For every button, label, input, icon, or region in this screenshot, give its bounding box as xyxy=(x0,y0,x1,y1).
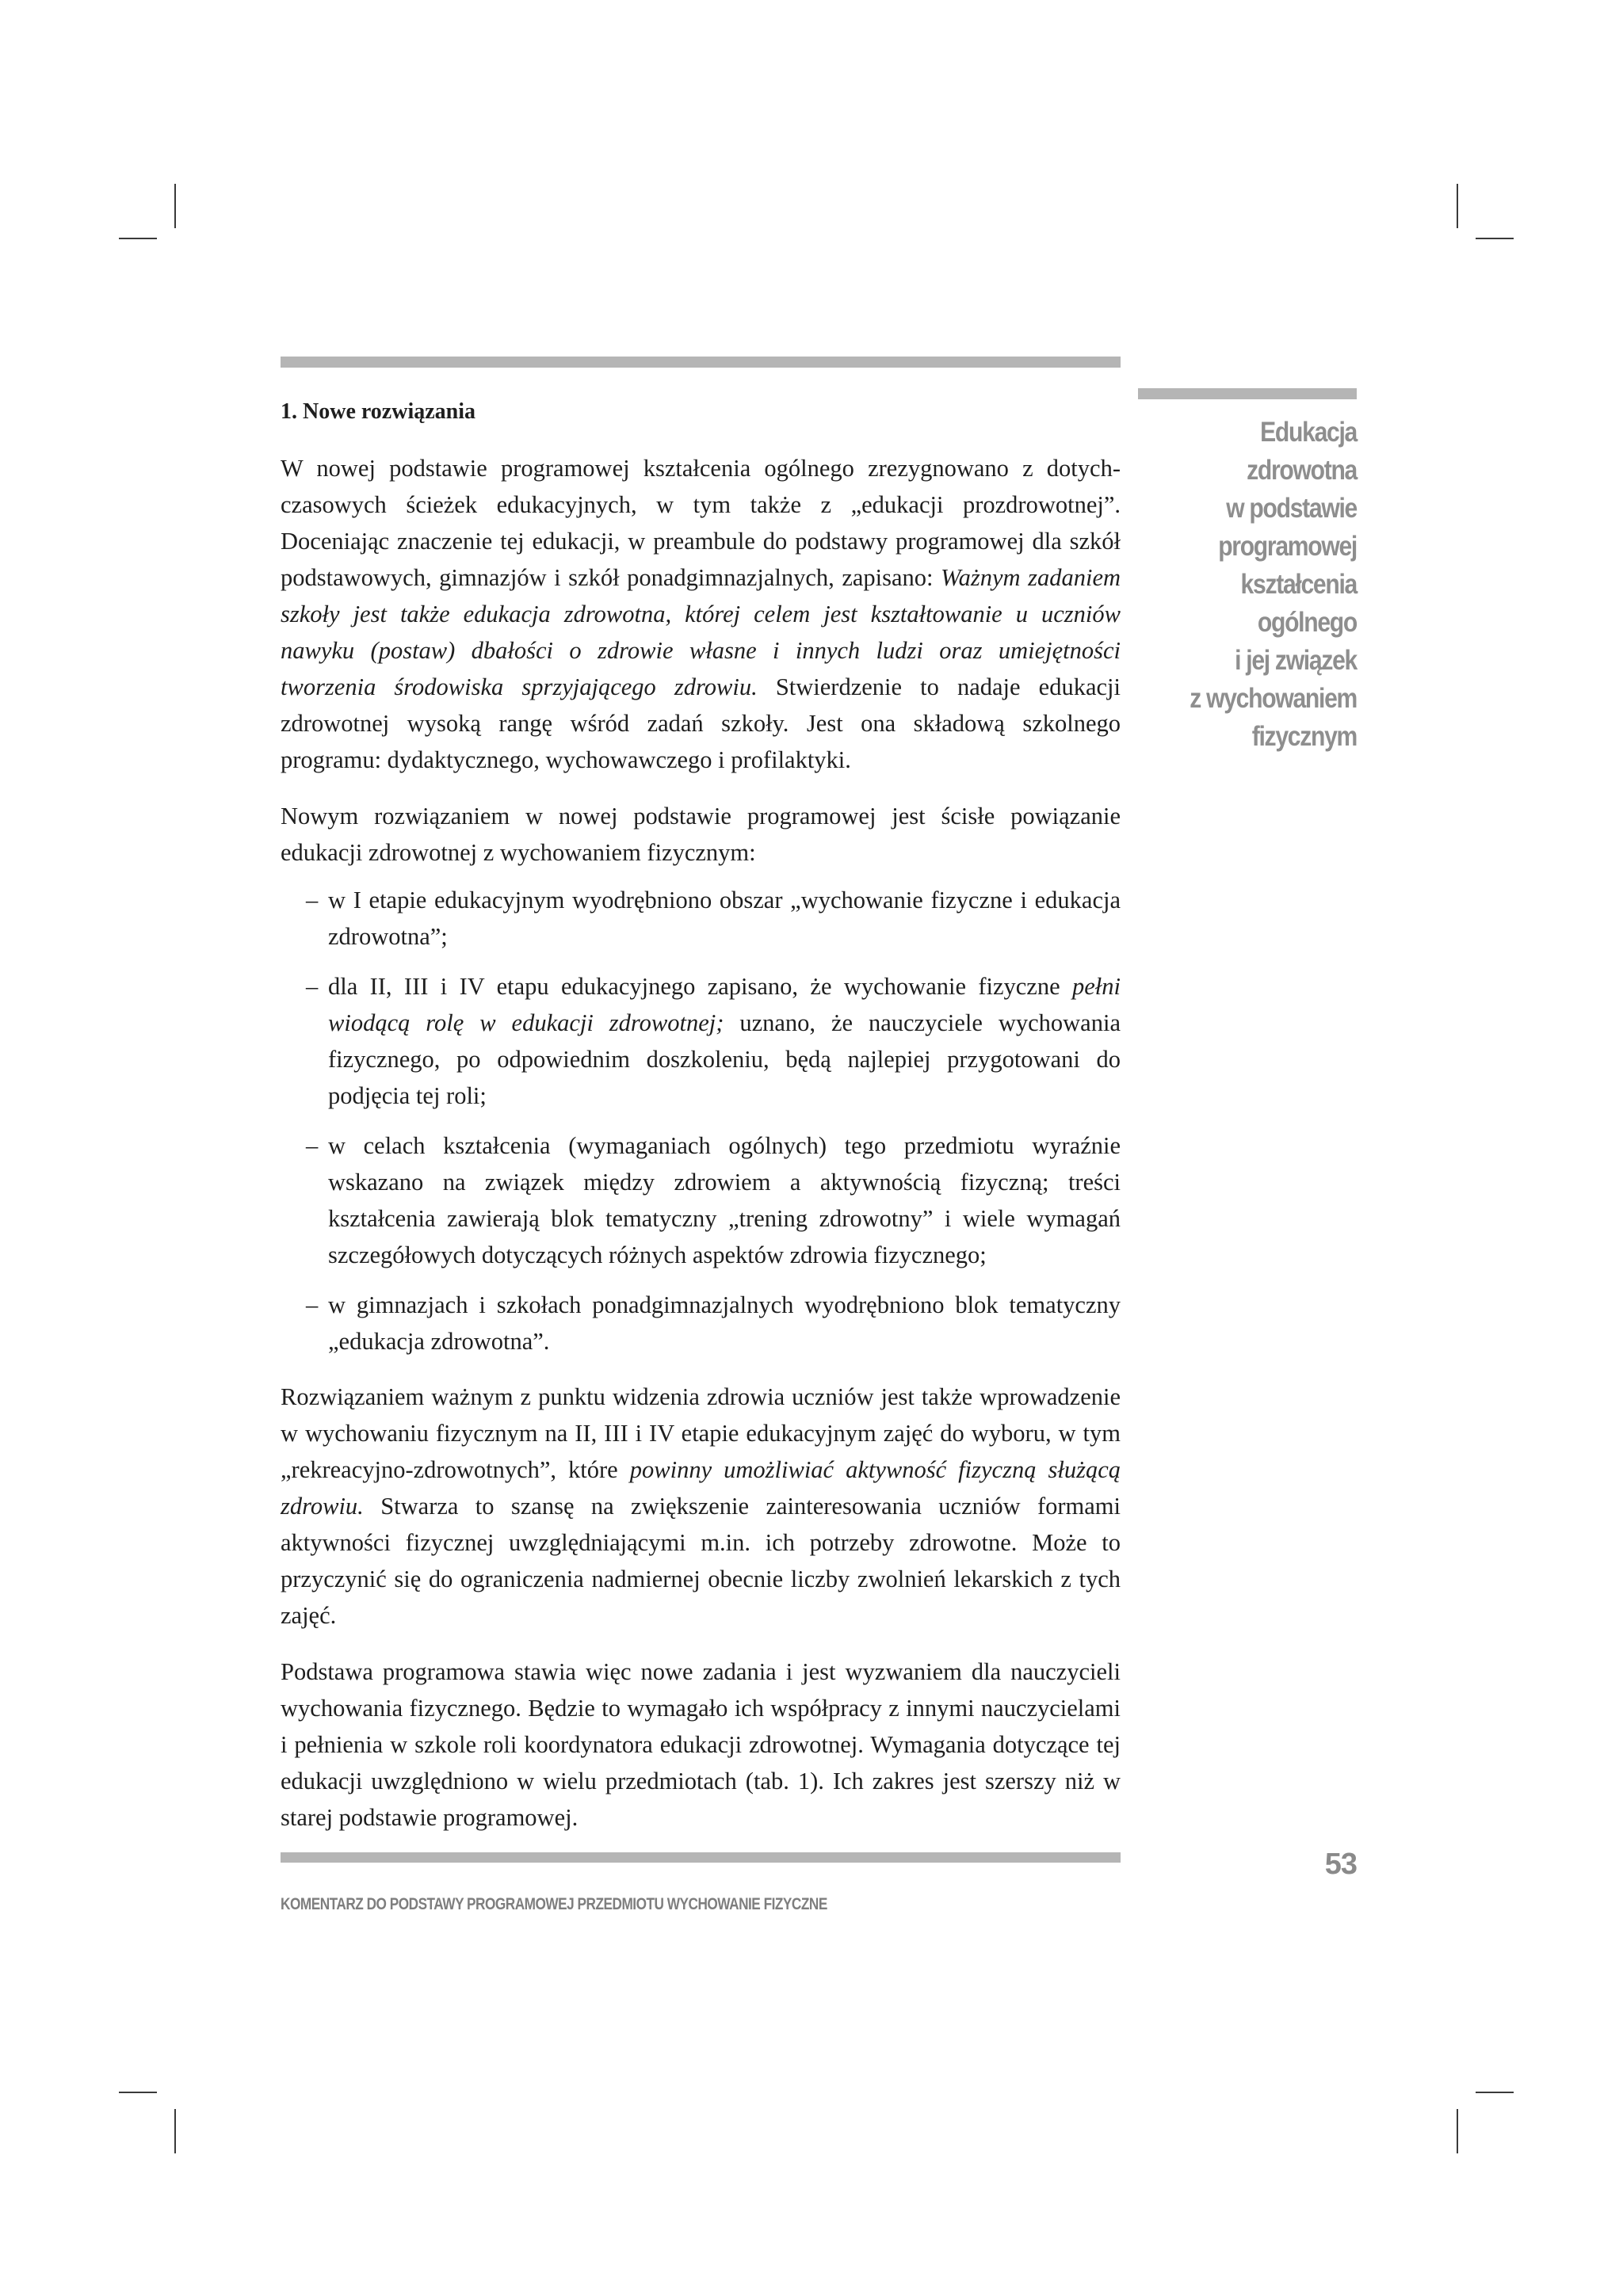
list-item: – w celach kształcenia (wymaganiach ogólnych) tego przedmiotu wyraźnie wskazano na związek między zdrowiem a aktywnością fizyczną; treści kształcenia zawierają blok tematyczny „trening zdrowotny” i wiele wymagań szczegółowych dotyczących różnych aspektów zdrowia fizycznego; xyxy=(281,1127,1121,1273)
sidebar-line: fizycznym xyxy=(1251,721,1357,752)
sidebar-line: programowej xyxy=(1218,531,1357,562)
quote-italic: Ważnym zadaniem szkoły jest także edukacja zdrowotna, której celem jest kształtowanie u uczniów nawyku (postaw) dbałości o zdrowie własne i innych ludzi oraz umiejętności tworzenia środowiska sprzyjającego zdrowiu. xyxy=(281,564,1121,700)
paragraph-text: Rozwiązaniem ważnym z punktu widzenia zdrowia uczniów jest także wprowadzenie w wychowaniu fizycznym na II, III i IV etapie edukacyjnym zajęć do wyboru, w tym „rekreacyjno-zdrowotnych”, które xyxy=(281,1383,1121,1483)
main-text xyxy=(281,395,1121,1855)
paragraph-2: Nowym rozwiązaniem w nowej podstawie programowej jest ścisłe powiązanie edukacji zdrowotnej z wychowaniem fizycznym: xyxy=(281,803,1121,866)
crop-mark xyxy=(174,184,176,228)
crop-mark xyxy=(1476,2092,1514,2093)
crop-mark xyxy=(1457,2109,1458,2153)
sidebar-line: kształcenia xyxy=(1240,569,1357,600)
top-rule xyxy=(281,357,1121,368)
sidebar-title xyxy=(1169,414,1357,756)
crop-mark xyxy=(119,238,157,239)
sidebar-line: i jej związek xyxy=(1235,645,1357,676)
paragraph-text: Stwarza to szansę na zwiększenie zainteresowania uczniów formami aktywności fizycznej uwzględniającymi m.in. ich potrzeby zdrowotne. Może to przyczynić się do ograniczenia nadmiernej obecnie liczby zwolnień lekarskich z tych zajęć. xyxy=(281,1493,1121,1629)
list-item-text: uznano, że nauczyciele wychowania fizycznego, po odpowiednim doszkoleniu, będą najlepiej przygotowani do podjęcia tej roli; xyxy=(328,1009,1121,1109)
list-item: – w gimnazjach i szkołach ponadgimnazjalnych wyodrębniono blok tematyczny „edukacja zdrowotna”. xyxy=(281,1287,1121,1360)
page-number: 53 xyxy=(1324,1848,1357,1881)
sidebar-line: w podstawie xyxy=(1226,493,1357,524)
list-item-text: dla II, III i IV etapu edukacyjnego zapisano, że wychowanie fizyczne xyxy=(328,973,1072,1000)
paragraph-3 xyxy=(281,1379,1121,1634)
crop-mark xyxy=(119,2092,157,2093)
dash-list xyxy=(281,882,1121,1360)
sidebar-line: zdrowotna xyxy=(1247,455,1357,486)
paragraph-text: W nowej podstawie programowej kształcenia ogólnego zrezygnowano z dotychczasowych ścieżek edukacyjnych, w tym także z „edukacji prozdrowotnej”. Doceniając znaczenie tej edukacji, w preambule do podstawy programowej dla szkół podstawowych, gimnazjów i szkół ponadgimnazjalnych, zapisano: xyxy=(281,455,1121,591)
paragraph-1 xyxy=(281,450,1121,778)
crop-mark xyxy=(1476,238,1514,239)
running-footer: KOMENTARZ DO PODSTAWY PROGRAMOWEJ PRZEDMIOTU WYCHOWANIE FIZYCZNE xyxy=(281,1895,827,1913)
sidebar-line: Edukacja xyxy=(1260,417,1357,448)
crop-mark xyxy=(174,2109,176,2153)
list-item: – w I etapie edukacyjnym wyodrębniono obszar „wychowanie fizyczne i edukacja zdrowotna”; xyxy=(281,882,1121,955)
paragraph-text: Stwierdzenie to nadaje edukacji zdrowotnej wysoką rangę wśród zadań szkoły. Jest ona składową szkolnego programu: dydaktycznego, wychowawczego i profilaktyki. xyxy=(281,673,1121,773)
list-item xyxy=(281,968,1121,1114)
section-heading: 1. Nowe rozwiązania xyxy=(281,399,475,424)
crop-mark xyxy=(1457,184,1458,228)
paragraph-4: Podstawa programowa stawia więc nowe zadania i jest wyzwaniem dla nauczycieli wychowania fizycznego. Będzie to wymagało ich współpracy z innymi nauczycielami i pełnienia w szkole roli koordynatora edukacji zdrowotnej. Wymagania dotyczące tej edukacji uwzględniono w wielu przedmiotach (tab. 1). Ich zakres jest szerszy niż w starej podstawie programowej. xyxy=(281,1658,1121,1831)
sidebar-line: z wychowaniem xyxy=(1190,683,1357,714)
quote-italic: powinny umożliwiać aktywność fizyczną służącą zdrowiu. xyxy=(281,1456,1121,1520)
sidebar-rule xyxy=(1138,388,1357,399)
list-item-italic: pełni wiodącą rolę w edukacji zdrowotnej; xyxy=(328,973,1121,1036)
sidebar-line: ogólnego xyxy=(1257,607,1357,638)
